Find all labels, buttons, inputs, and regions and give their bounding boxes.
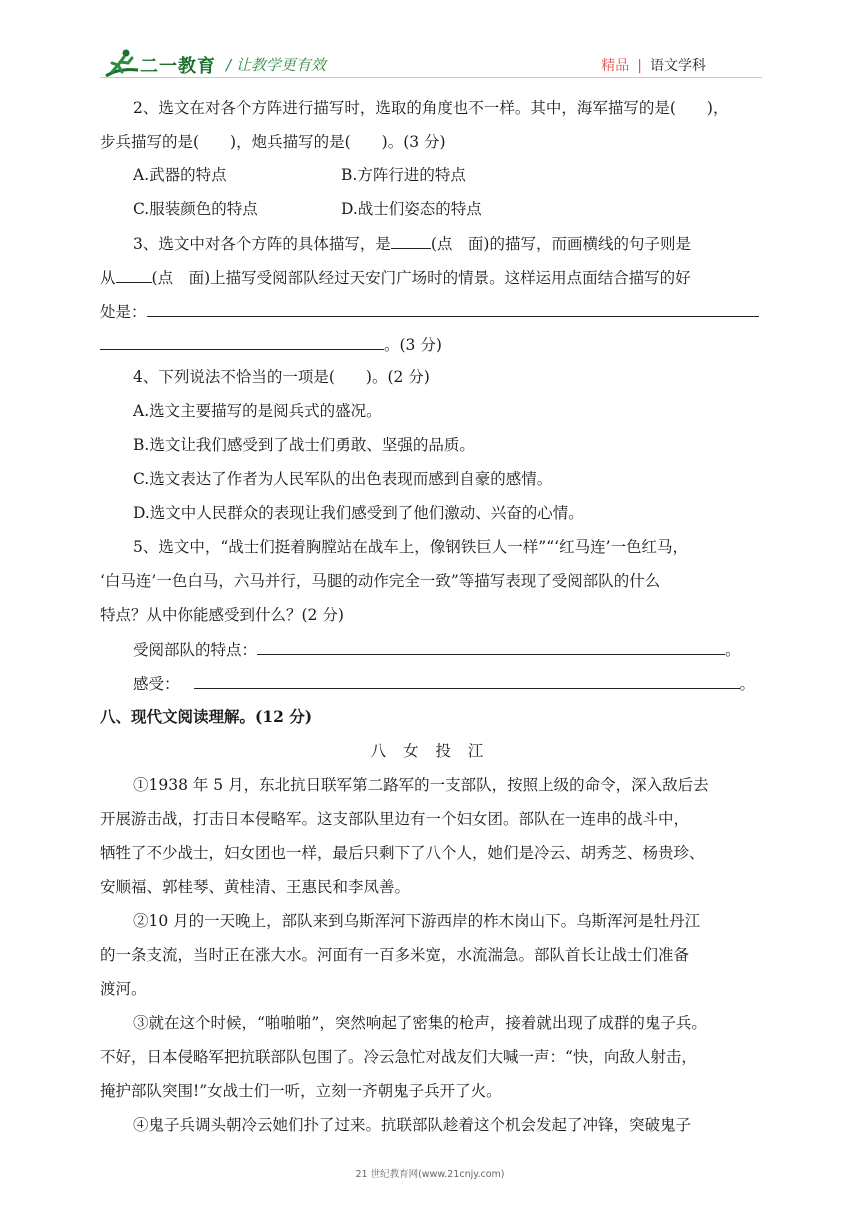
- q5-line-2: ‘白马连’一色白马，六马并行，马腿的动作完全一致”等描写表现了受阅部队的什么: [100, 572, 661, 590]
- q5-trait-label: 受阅部队的特点：: [133, 641, 258, 659]
- q2-option-c: C.服装颜色的特点: [133, 200, 258, 218]
- q5-feel-blank[interactable]: [194, 672, 740, 689]
- q3-line-4: [100, 333, 442, 356]
- logo-text: 二一教育: [140, 56, 216, 77]
- p1-line-3: 牺牲了不少战士，妇女团也一样，最后只剩下了八个人，她们是冷云、胡秀芝、杨贵珍、: [100, 844, 705, 862]
- p2-line-2: 的一条支流，当时正在涨大水。河面有一百多米宽，水流湍急。部队首长让战士们准备: [100, 946, 690, 964]
- page-header: [0, 0, 860, 90]
- q3-score: 。(3 分): [384, 336, 442, 354]
- q3-line-3: [100, 300, 759, 323]
- p2-line-3: 渡河。: [100, 980, 147, 998]
- q4-option-c: C.选文表达了作者为人民军队的出色表现而感到自豪的感情。: [133, 470, 553, 488]
- subject-label: 语文学科: [650, 58, 706, 74]
- logo: [104, 48, 222, 80]
- q5-trait-row: [133, 638, 741, 661]
- p2-line-1: ②10 月的一天晚上，部队来到乌斯浑河下游西岸的柞木岗山下。乌斯浑河是牡丹江: [133, 912, 701, 930]
- q5-feel-end: 。: [739, 675, 756, 693]
- q3-blank-2[interactable]: [116, 266, 152, 283]
- p3-line-1: ③就在这个时候，“啪啪啪”，突然响起了密集的枪声，接着就出现了成群的鬼子兵。: [133, 1014, 707, 1032]
- q2-line-2: 步兵描写的是( )，炮兵描写的是( )。(3 分): [100, 133, 446, 151]
- q5-line-1: 5、选文中，“战士们挺着胸膛站在战车上，像钢铁巨人一样”“‘红马连’一色红马，: [133, 538, 688, 556]
- p4-line-1: ④鬼子兵调头朝冷云她们扑了过来。抗联部队趁着这个机会发起了冲锋，突破鬼子: [133, 1116, 692, 1134]
- q2-option-d: D.战士们姿态的特点: [341, 200, 482, 218]
- section-8-heading: 八、现代文阅读理解。(12 分): [100, 707, 313, 726]
- q3-blank-1[interactable]: [391, 232, 431, 249]
- q5-trait-blank[interactable]: [257, 638, 725, 655]
- slogan: / 让教学更有效: [226, 56, 326, 74]
- q2-line-1: 2、选文在对各个方阵进行描写时，选取的角度也不一样。其中，海军描写的是( )，: [133, 99, 729, 117]
- q2-option-b: B.方阵行进的特点: [341, 166, 466, 184]
- q3-answer-label: 处是：: [100, 303, 147, 321]
- passage-title: 八 女 投 江: [370, 742, 490, 760]
- quality-badge: 精品: [601, 58, 630, 74]
- q4-option-a: A.选文主要描写的是阅兵式的盛况。: [133, 402, 382, 420]
- q4-stem: 4、下列说法不恰当的一项是( )。(2 分): [133, 368, 430, 386]
- q4-option-d: D.选文中人民群众的表现让我们感受到了他们激动、兴奋的心情。: [133, 504, 584, 522]
- header-badge-group: [601, 55, 706, 75]
- p3-line-2: 不好，日本侵略军把抗联部队包围了。冷云急忙对战友们大喊一声：“快，向敌人射击，: [100, 1048, 697, 1066]
- q5-trait-end: 。: [725, 641, 741, 659]
- q3-line-2: [100, 266, 691, 289]
- q3-line-1a: 3、选文中对各个方阵的具体描写，是: [133, 235, 391, 253]
- q3-answer-blank-1[interactable]: [147, 300, 759, 317]
- header-separator: |: [637, 58, 642, 74]
- q3-line-1: [133, 232, 691, 255]
- page-footer: 21 世纪教育网(www.21cnjy.com): [355, 1169, 505, 1180]
- q2-option-a: A.武器的特点: [133, 166, 227, 184]
- q5-feel-row: [133, 672, 755, 695]
- p1-line-2: 开展游击战，打击日本侵略军。这支部队里边有一个妇女团。部队在一连串的战斗中，: [100, 810, 690, 828]
- q3-line-2a: 从: [100, 269, 116, 287]
- q3-line-2b: (点 面)上描写受阅部队经过天安门广场时的情景。这样运用点面结合描写的好: [151, 269, 691, 287]
- header-divider: [100, 77, 762, 78]
- runner-logo-icon: [104, 48, 144, 80]
- p3-line-3: 掩护部队突围!”女战士们一听，立刻一齐朝鬼子兵开了火。: [100, 1082, 502, 1100]
- p1-line-1: ①1938 年 5 月，东北抗日联军第二路军的一支部队，按照上级的命令，深入敌后去: [133, 776, 709, 794]
- q5-feel-label: 感受：: [133, 675, 180, 693]
- q3-answer-blank-2[interactable]: [100, 333, 384, 350]
- q4-option-b: B.选文让我们感受到了战士们勇敢、坚强的品质。: [133, 436, 475, 454]
- q3-line-1b: (点 面)的描写，而画横线的句子则是: [430, 235, 691, 253]
- p1-line-4: 安顺福、郭桂琴、黄桂清、王惠民和李凤善。: [100, 878, 411, 896]
- q5-line-3: 特点？从中你能感受到什么？(2 分): [100, 606, 344, 624]
